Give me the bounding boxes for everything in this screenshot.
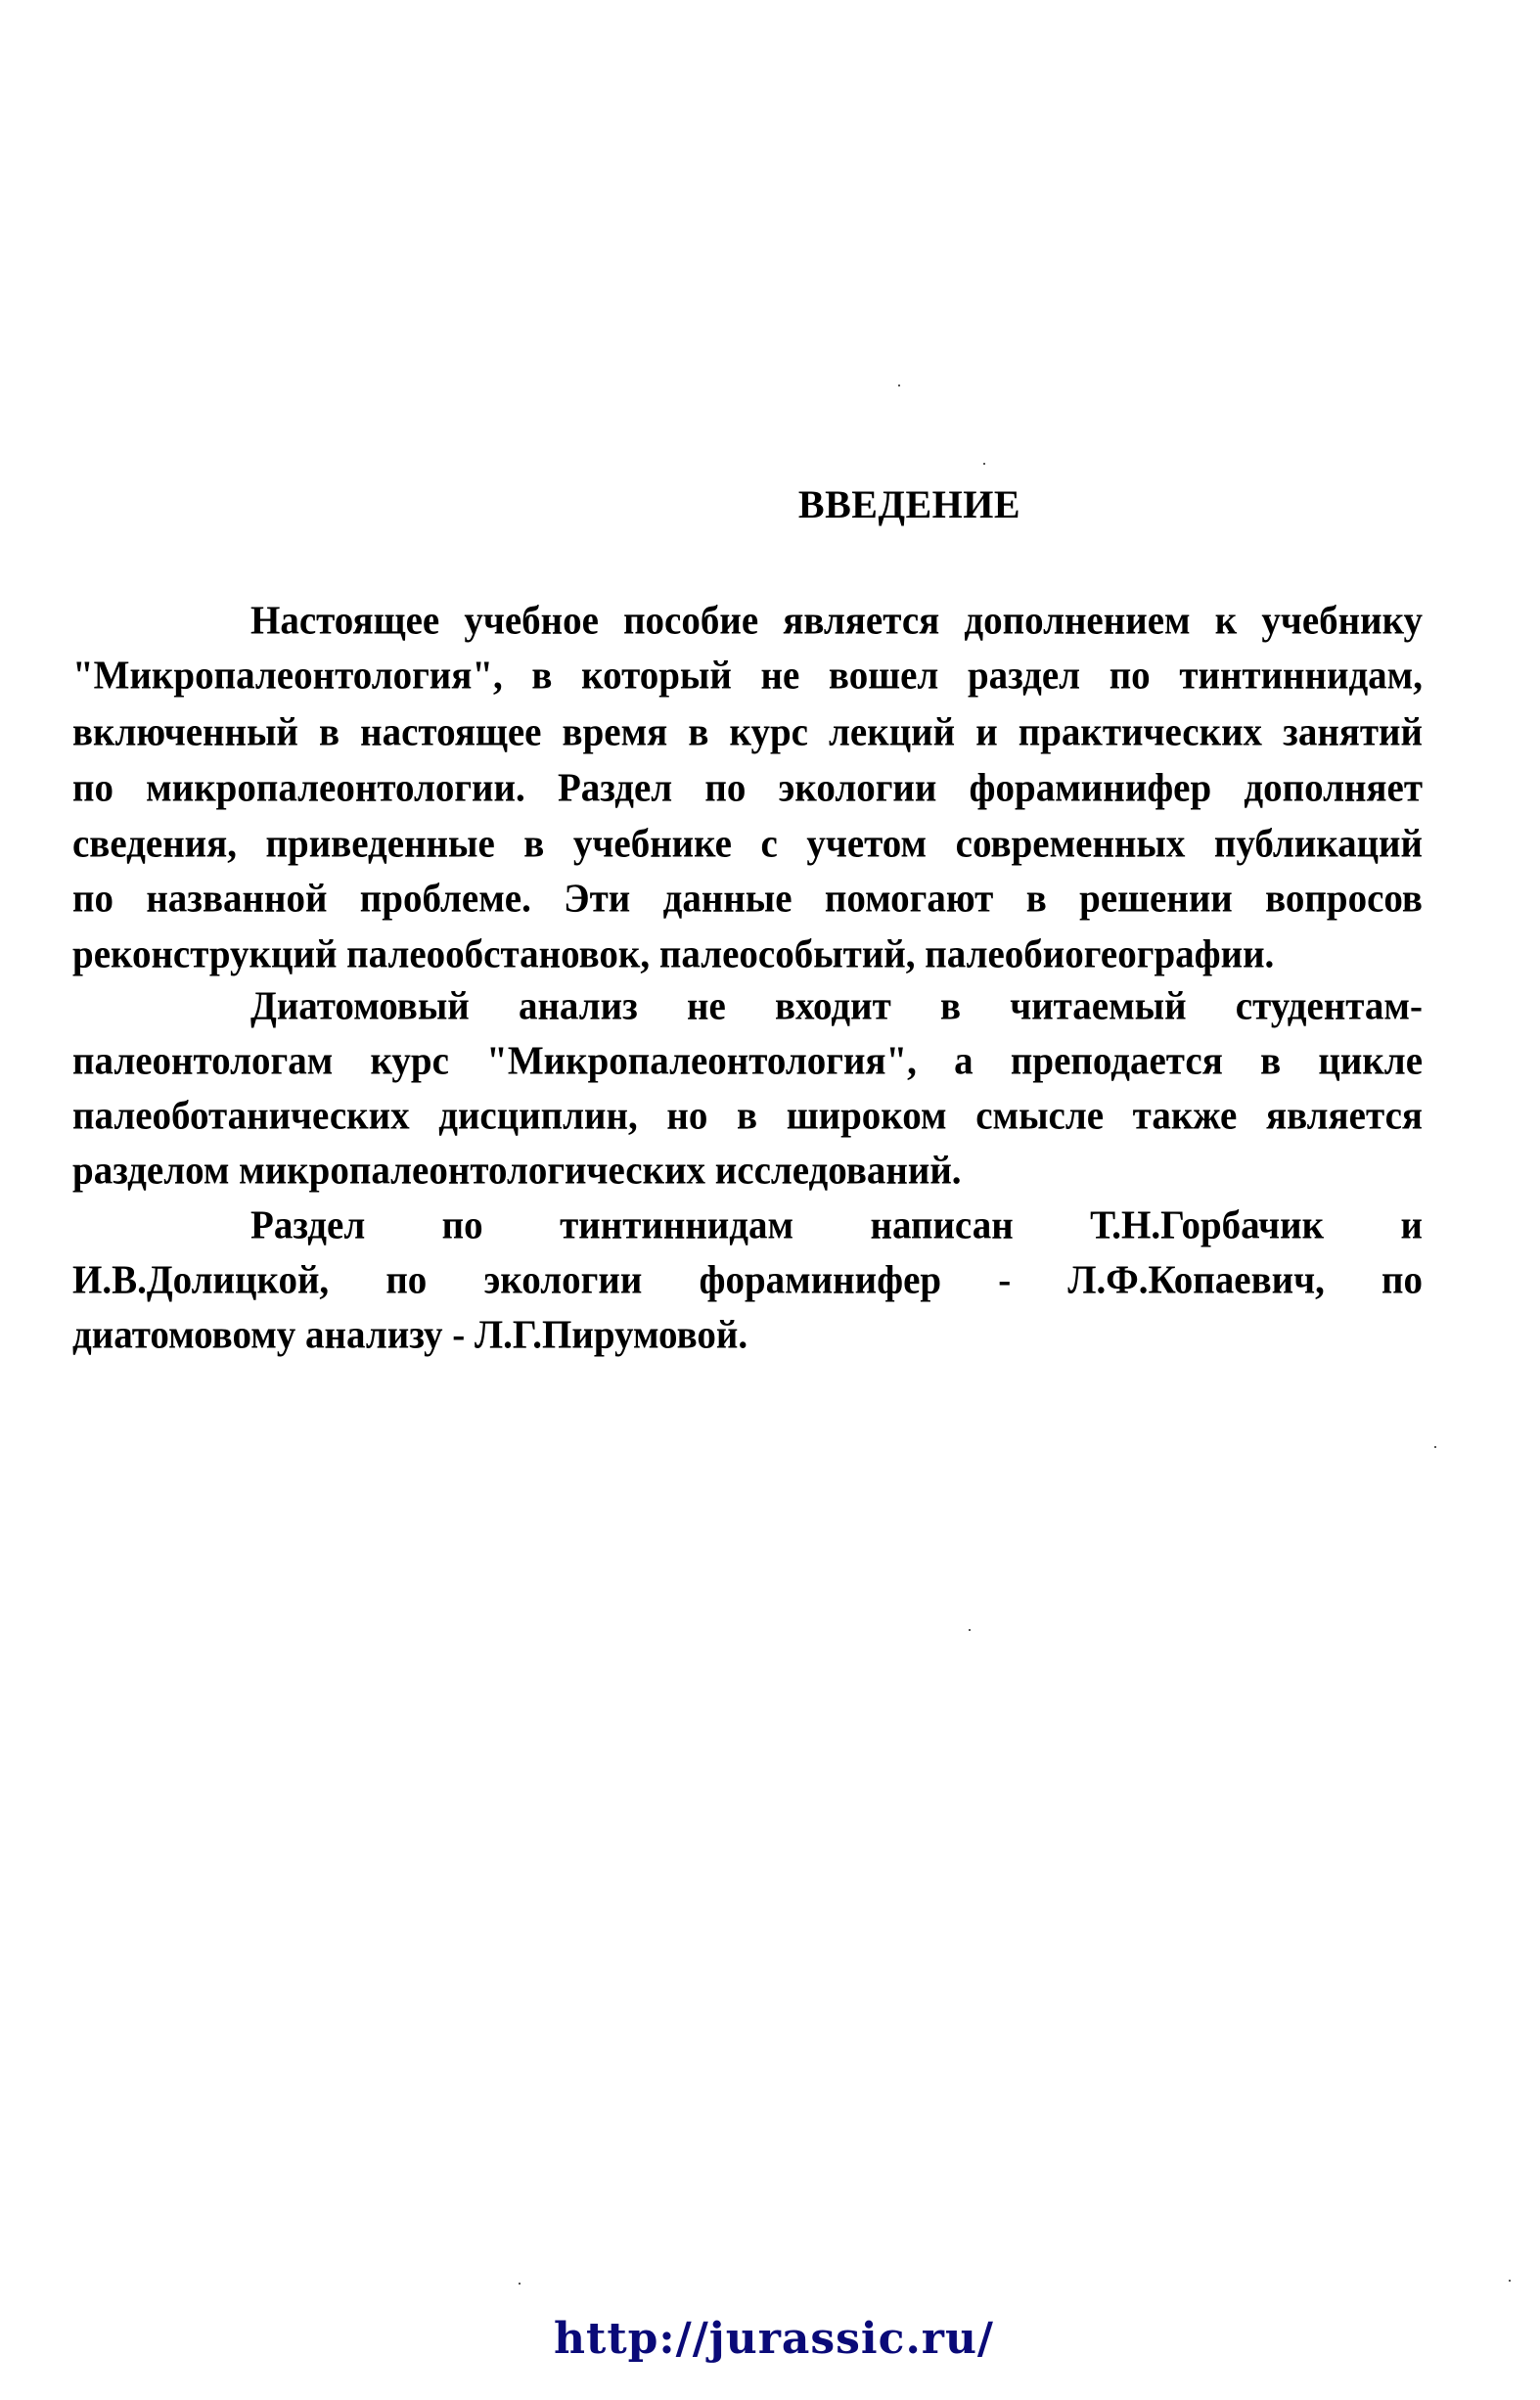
scan-speck <box>519 2283 521 2285</box>
text-line: диатомовому анализу - Л.Г.Пирумовой. <box>72 1312 748 1358</box>
text-line: Диатомовый анализ не входит в читаемый студентам- <box>250 983 1423 1029</box>
text-line: включенный в настоящее время в курс лекций и практических занятий <box>72 709 1423 755</box>
scan-speck <box>898 385 900 386</box>
scan-speck <box>983 463 985 465</box>
text-line: по микропалеонтологии. Раздел по экологии фораминифер дополняет <box>72 765 1423 811</box>
text-line: палеоботанических дисциплин, но в широком смысле также является <box>72 1093 1423 1139</box>
text-line: палеонтологам курс "Микропалеонтология", а преподается в цикле <box>72 1038 1423 1084</box>
text-line: Настоящее учебное пособие является дополнением к учебнику <box>250 598 1423 644</box>
text-line: разделом микропалеонтологических исследований. <box>72 1148 962 1194</box>
text-line: "Микропалеонтология", в который не вошел раздел по тинтиннидам, <box>72 653 1423 699</box>
text-line: сведения, приведенные в учебнике с учетом современных публикаций <box>72 821 1423 867</box>
text-line: Раздел по тинтиннидам написан Т.Н.Горбачик и <box>250 1202 1423 1248</box>
text-line: реконструкций палеообстановок, палеособытий, палеобиогеографии. <box>72 931 1275 977</box>
scan-speck <box>969 1629 971 1631</box>
footer-url-link[interactable]: http://jurassic.ru/ <box>554 2314 994 2364</box>
page-title: ВВЕДЕНИЕ <box>797 482 1021 526</box>
scan-speck <box>1509 2280 1511 2282</box>
text-line: И.В.Долицкой, по экологии фораминифер - Л.Ф.Копаевич, по <box>72 1257 1423 1303</box>
scan-speck <box>1434 1446 1436 1448</box>
text-line: по названной проблеме. Эти данные помогают в решении вопросов <box>72 876 1423 922</box>
